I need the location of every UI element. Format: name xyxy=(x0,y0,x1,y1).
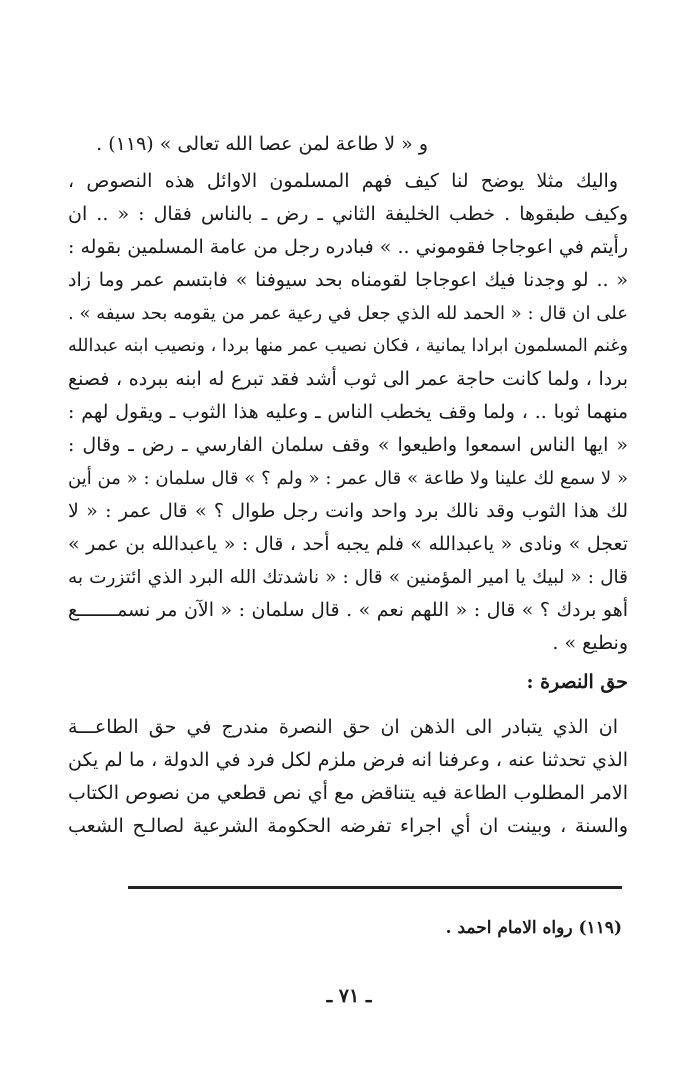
text-line-15: أهو بردك ؟ » قال : « اللهم نعم » . قال سلمان : « الآن مر نسمـــــــع xyxy=(68,599,628,621)
text-line-3: وكيف طبقوها . خطب الخليفة الثاني ـ رض ـ بالناس فقال : « .. ان xyxy=(68,203,628,225)
para2-line-4: والسنة ، وبينت ان أي اجراء تفرضه الحكومة الشرعية لصالـح الشعب xyxy=(68,815,628,837)
para2-line-2: الذي تحدثنا عنه ، وعرفنا انه فرض ملزم لكل فرد في الدولة ، ما لم يكن xyxy=(68,749,628,771)
text-line-2: واليك مثلا يوضح لنا كيف فهم المسلمون الاوائل هذه النصوص ، xyxy=(68,170,618,192)
text-line-5: « .. لو وجدنا فيك اعوجاجا لقومناه بحد سيوفنا » فابتسم عمر وما زاد xyxy=(68,269,628,291)
main-text xyxy=(68,128,628,843)
text-line-9: منهما ثوبا .. ، ولما وقف يخطب الناس ـ وعليه هذا الثوب ـ ويقول لهم : xyxy=(68,401,628,423)
text-line-10: « ايها الناس اسمعوا واطيعوا » وقف سلمان الفارسي ـ رض ـ وقال : xyxy=(68,434,628,456)
page-number: ـ ٧١ ـ xyxy=(326,985,372,1007)
footnote: (١١٩) رواه الامام احمد . xyxy=(445,918,622,938)
text-line-6: على ان قال : « الحمد لله الذي جعل في رعية عمر من يقومه بحد سيفه » . xyxy=(68,303,628,324)
text-line-13: تعجل » ونادى « ياعبدالله » فلم يجبه أحد ، قال : « ياعبدالله بن عمر » xyxy=(68,533,628,555)
para2-line-1: ان الذي يتبادر الى الذهن ان حق النصرة مندرج في حق الطاعـــة xyxy=(68,716,618,738)
footnote-divider xyxy=(128,886,622,889)
text-line-11: « لا سمع لك علينا ولا طاعة » قال عمر : « ولم ؟ » قال سلمان : « من أين xyxy=(68,468,628,489)
text-line-8: بردا ، ولما كانت حاجة عمر الى ثوب أشد فقد تبرع له ابنه ببرده ، فصنع xyxy=(68,368,628,390)
text-line-7: وغنم المسلمون ابرادا يمانية ، فكان نصيب عمر منها بردا ، ونصيب ابنه عبدالله xyxy=(68,336,628,356)
text-line-12: لك هذا الثوب وقد نالك برد واحد وانت رجل طوال ؟ » قال عمر : « لا xyxy=(68,500,628,522)
text-line-14: قال : « لبيك يا امير المؤمنين » قال : « ناشدتك الله البرد الذي ائتزرت به xyxy=(68,567,628,588)
text-line-4: رأيتم في اعوجاجا فقوموني .. » فبادره رجل من عامة المسلمين بقوله : xyxy=(68,236,628,258)
text-line-16: ونطيع » . xyxy=(552,632,628,654)
para2-line-3: الامر المطلوب الطاعة فيه يتناقض مع أي نص قطعي من نصوص الكتاب xyxy=(68,782,628,804)
section-heading: حق النصرة : xyxy=(526,671,628,693)
text-line-1: و « لا طاعة لمن عصا الله تعالى » (١١٩) . xyxy=(96,133,428,155)
